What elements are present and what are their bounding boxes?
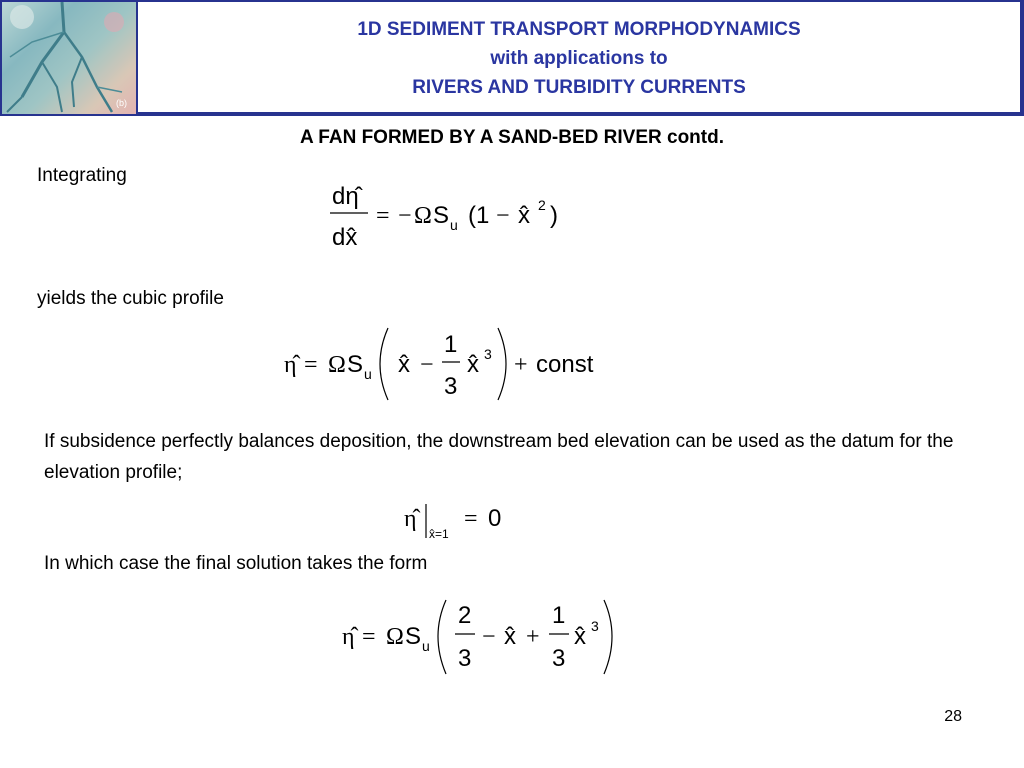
eq1-minus: − xyxy=(496,203,510,229)
eq1-superscript-2: 2 xyxy=(538,197,546,213)
eq2-plus: + xyxy=(514,352,528,378)
eq4-xhat-cubed: x̂ xyxy=(574,623,586,650)
eq3-zero: 0 xyxy=(488,505,502,532)
integrating-label: Integrating xyxy=(37,165,127,186)
eq4-omega: Ω xyxy=(386,624,404,650)
eq3-equals: = xyxy=(464,506,478,532)
eq4-right-paren xyxy=(604,600,612,674)
eq2-xhat: x̂ xyxy=(398,351,410,378)
equation-derivative xyxy=(330,178,590,265)
eq4-equals: = xyxy=(362,624,376,650)
eq4-frac2-denominator: 3 xyxy=(552,645,566,672)
river-network-image xyxy=(2,2,136,114)
eq1-minus-sign: − xyxy=(398,203,412,229)
thumbnail-label: (b) xyxy=(116,98,127,108)
eq2-equals: = xyxy=(304,352,318,378)
eq1-omega: Ω xyxy=(414,203,432,229)
eq1-numerator: dη̂ xyxy=(332,183,359,210)
eq1-subscript-u: u xyxy=(450,217,458,233)
eq4-minus: − xyxy=(482,624,496,650)
eq4-S: S xyxy=(405,623,422,650)
eq2-right-paren xyxy=(498,328,506,400)
eq4-frac2-numerator: 1 xyxy=(552,602,566,629)
equation-cubic-profile xyxy=(284,324,614,411)
header-banner xyxy=(0,0,1024,116)
title-line-1: 1D SEDIMENT TRANSPORT MORPHODYNAMICS xyxy=(357,19,801,40)
eq2-eta-hat: η̂ xyxy=(284,352,297,378)
eq2-superscript-3: 3 xyxy=(484,346,492,362)
final-solution-label: In which case the final solution takes the form xyxy=(44,553,428,574)
eq2-omega: Ω xyxy=(328,352,346,378)
eq1-open-paren: (1 xyxy=(468,202,490,229)
eq3-subscript: x̂=1 xyxy=(429,527,449,541)
eq4-frac1-denominator: 3 xyxy=(458,645,472,672)
eq3-eta-hat: η̂ xyxy=(404,506,417,532)
cubic-profile-label: yields the cubic profile xyxy=(37,288,224,309)
eq2-minus: − xyxy=(420,352,434,378)
eq1-xhat: x̂ xyxy=(518,202,530,229)
eq2-frac-denominator: 3 xyxy=(444,373,458,400)
eq4-xhat: x̂ xyxy=(504,623,516,650)
eq4-subscript-u: u xyxy=(422,638,430,654)
eq1-equals: = xyxy=(376,203,390,229)
eq2-subscript-u: u xyxy=(364,366,372,382)
title-panel xyxy=(138,2,1020,112)
eq4-left-paren xyxy=(438,600,446,674)
subsidence-paragraph: If subsidence perfectly balances deposition, the downstream bed elevation can be used as the datum for the elevation profile; xyxy=(44,431,954,483)
equation-final-solution xyxy=(342,598,642,685)
equation-datum xyxy=(404,498,524,555)
eq1-denominator: dx̂ xyxy=(332,224,358,251)
page-number: 28 xyxy=(944,708,962,725)
slide-subtitle: A FAN FORMED BY A SAND-BED RIVER contd. xyxy=(300,127,724,148)
eq1-close-paren: ) xyxy=(550,202,558,229)
eq2-frac-numerator: 1 xyxy=(444,331,458,358)
eq1-S: S xyxy=(433,202,450,229)
eq4-superscript-3: 3 xyxy=(591,618,599,634)
eq2-S: S xyxy=(347,351,364,378)
river-fan-thumbnail xyxy=(2,2,136,114)
eq4-eta-hat: η̂ xyxy=(342,624,355,650)
eq2-const: const xyxy=(536,351,594,378)
eq2-left-paren xyxy=(380,328,388,400)
title-line-2: with applications to xyxy=(490,48,668,69)
eq2-xhat-cubed: x̂ xyxy=(467,351,479,378)
eq4-frac1-numerator: 2 xyxy=(458,602,472,629)
eq4-plus: + xyxy=(526,624,540,650)
title-line-3: RIVERS AND TURBIDITY CURRENTS xyxy=(412,77,746,98)
